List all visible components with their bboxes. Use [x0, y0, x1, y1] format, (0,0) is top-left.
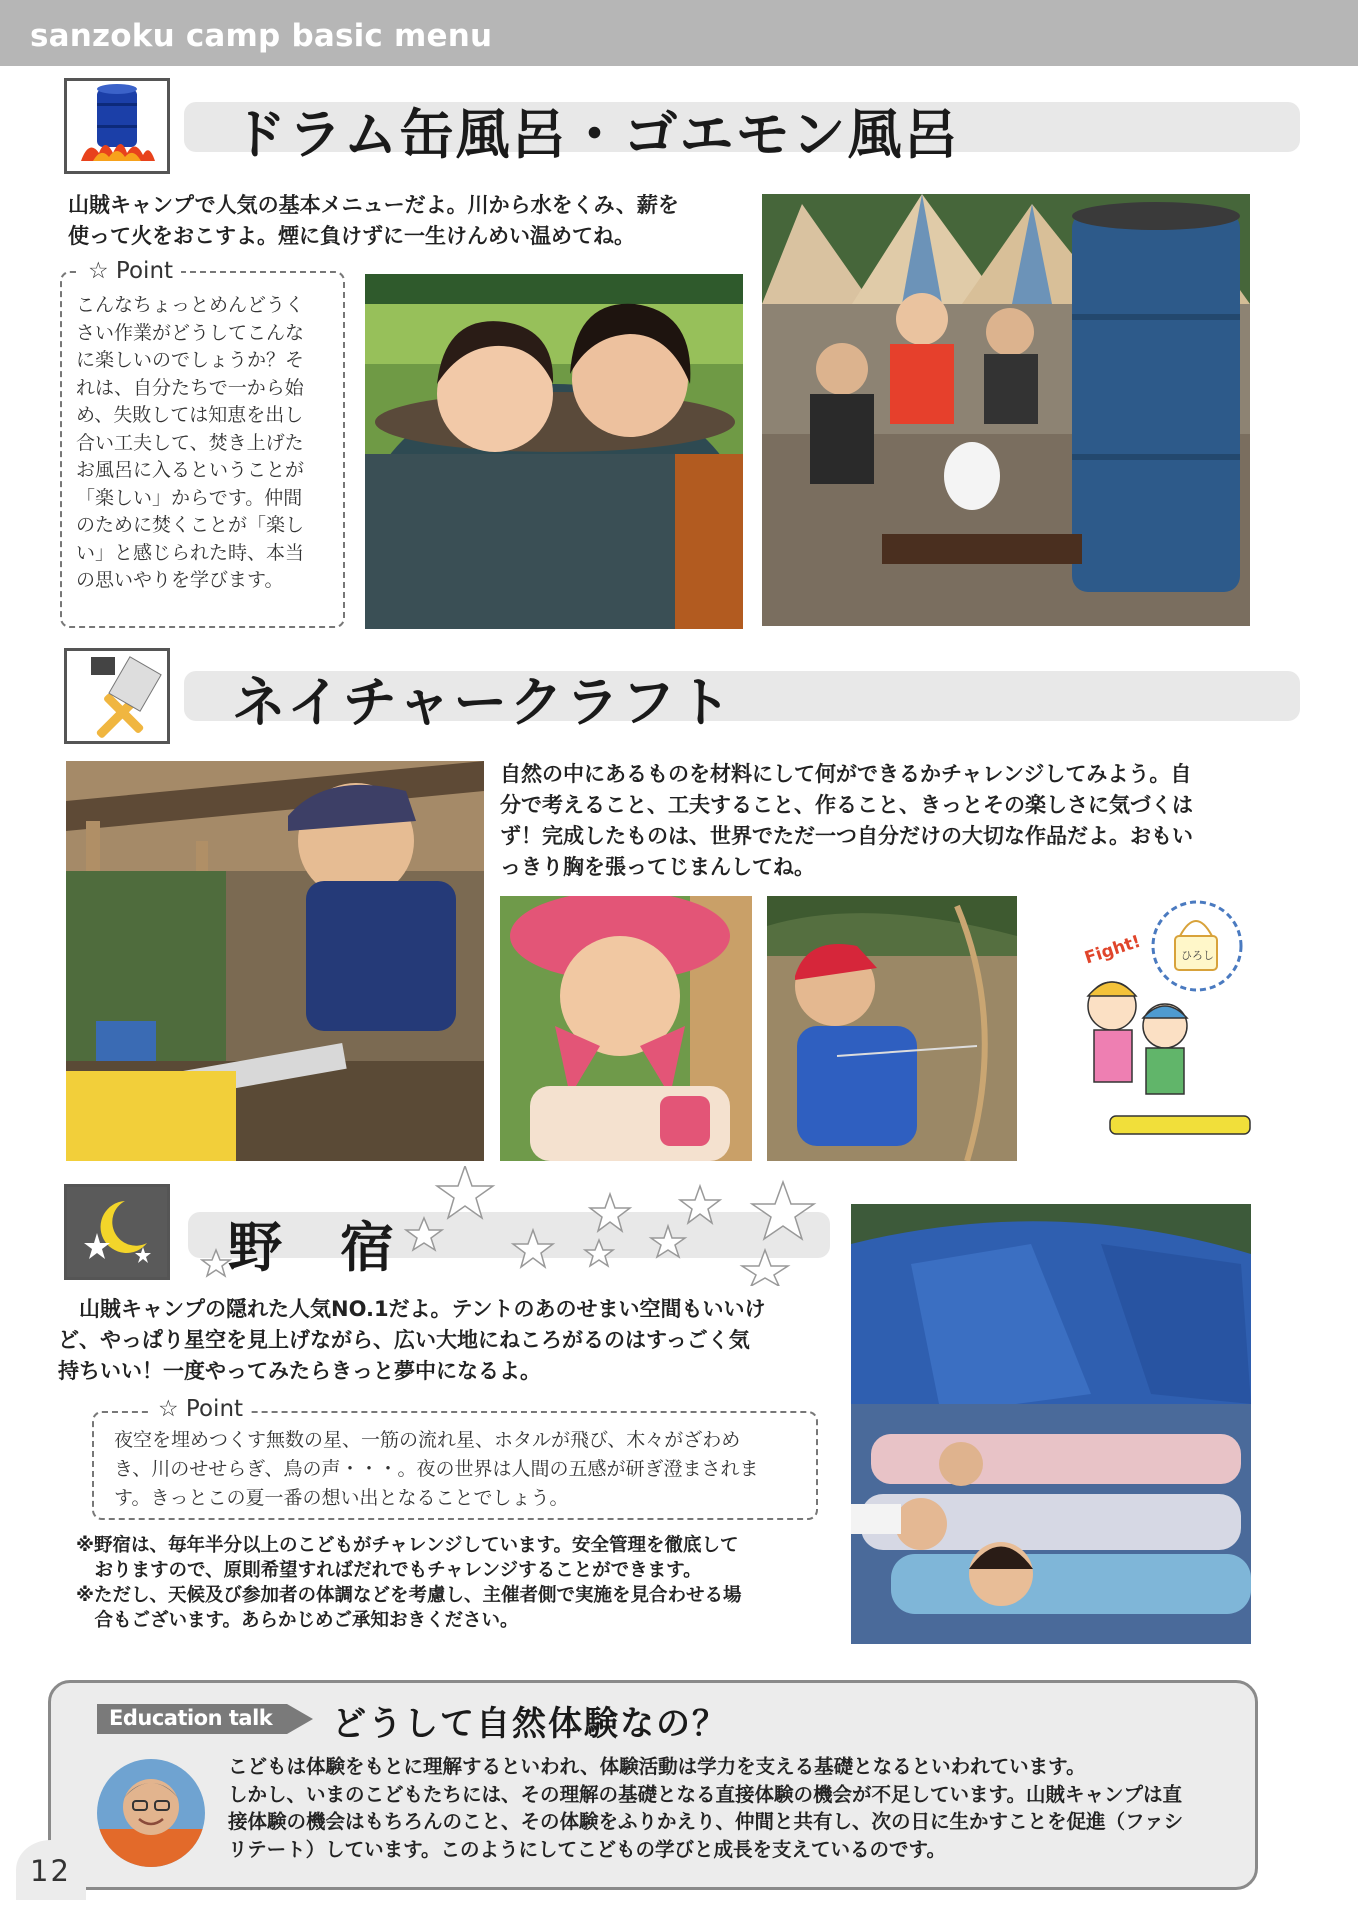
- drum-bath-icon: [64, 78, 170, 174]
- photo-boy-bow: [767, 896, 1017, 1161]
- photo-girls-in-drum: [365, 274, 743, 629]
- night-moon-icon: [64, 1184, 170, 1280]
- tools-icon: [64, 648, 170, 744]
- section2-title: ネイチャークラフト: [232, 671, 734, 734]
- photo-girl-pink-hat: [500, 896, 752, 1161]
- illustration-tag: ひろし: [1181, 949, 1214, 962]
- illustration-kids-bamboo: [1050, 896, 1260, 1148]
- section2-intro: 自然の中にあるものを材料にして何ができるかチャレンジしてみよう。自 分で考えること、工夫すること、作ること、きっとその楽しさに気づくは ず！完成したものは、世界でただ一つ自分だけの大切な作品だよ。おもい っきり胸を張ってじまんしてね。: [500, 762, 1193, 879]
- section3-intro: 山賊キャンプの隠れた人気NO.1だよ。テントのあのせまい空間もいいけ ど、やっぱり星空を見上げながら、広い大地にねころがるのはすっごく気 持ちいい！一度やってみたらきっと夢中になるよ。: [58, 1297, 766, 1383]
- section1-point-label: ☆ Point: [80, 258, 181, 284]
- stars-decoration: [200, 1166, 820, 1286]
- illustration-shout: Fight!: [1082, 931, 1144, 969]
- page-number: [16, 1840, 86, 1900]
- page-number-text: 12: [30, 1854, 71, 1888]
- education-text: こどもは体験をもとに理解するといわれ、体験活動は学力を支える基礎となるといわれています。 しかし、いまのこどもたちには、その理解の基礎となる直接体験の機会が不足しています。山賊キャンプは直 接体験の機会はもちろんのこと、その体験をふりかえり、仲間と共有し、次の日に生かすことを促進（ファシ リテート）しています。このようにしてこどもの学びと成長を支えているのです。: [228, 1755, 1184, 1861]
- section3-notes: ※野宿は、毎年半分以上のこどもがチャレンジしています。安全管理を徹底して おりますので、原則希望すればだれでもチャレンジすることができます。 ※ただし、天候及び参加者の体調などを考慮し、主催者側で実施を見合わせる場 合もございます。あらかじめご承知おきください。: [76, 1535, 742, 1631]
- education-tag-arrow: [287, 1704, 313, 1734]
- education-tag: Education talk: [97, 1704, 287, 1734]
- photo-boys-with-drum: [762, 194, 1250, 626]
- header-bar: [0, 0, 1358, 66]
- education-title: どうして自然体験なの？: [332, 1704, 728, 1744]
- avatar: [97, 1759, 205, 1867]
- section1-title: ドラム缶風呂・ゴエモン風呂: [232, 103, 960, 166]
- section1-point-text: こんなちょっとめんどうく さい作業がどうしてこんな に楽しいのでしょうか？そ れは、自分たちで一から始 め、失敗しては知恵を出し 合い工夫して、焚き上げた お風呂に入るということが 「楽しい」からです。仲間 のために焚くことが「楽し い」と感じられた時、本当 の思いやりを学びます。: [76, 294, 305, 591]
- photo-kids-sleeping-outdoors: [851, 1204, 1251, 1644]
- photo-boy-sawing: [66, 761, 484, 1161]
- header-title: sanzoku camp basic menu: [30, 18, 493, 54]
- section3-title: 野 宿: [228, 1216, 396, 1279]
- section3-point-text: 夜空を埋めつくす無数の星、一筋の流れ星、ホタルが飛び、木々がざわめ き、川のせせらぎ、鳥の声・・・。夜の世界は人間の五感が研ぎ澄まされま す。きっとこの夏一番の想い出となることでしょう。: [114, 1429, 759, 1509]
- section3-point-label: ☆ Point: [150, 1396, 251, 1422]
- section1-intro: 山賊キャンプで人気の基本メニューだよ。川から水をくみ、薪を 使って火をおこすよ。煙に負けずに一生けんめい温めてね。: [68, 193, 679, 248]
